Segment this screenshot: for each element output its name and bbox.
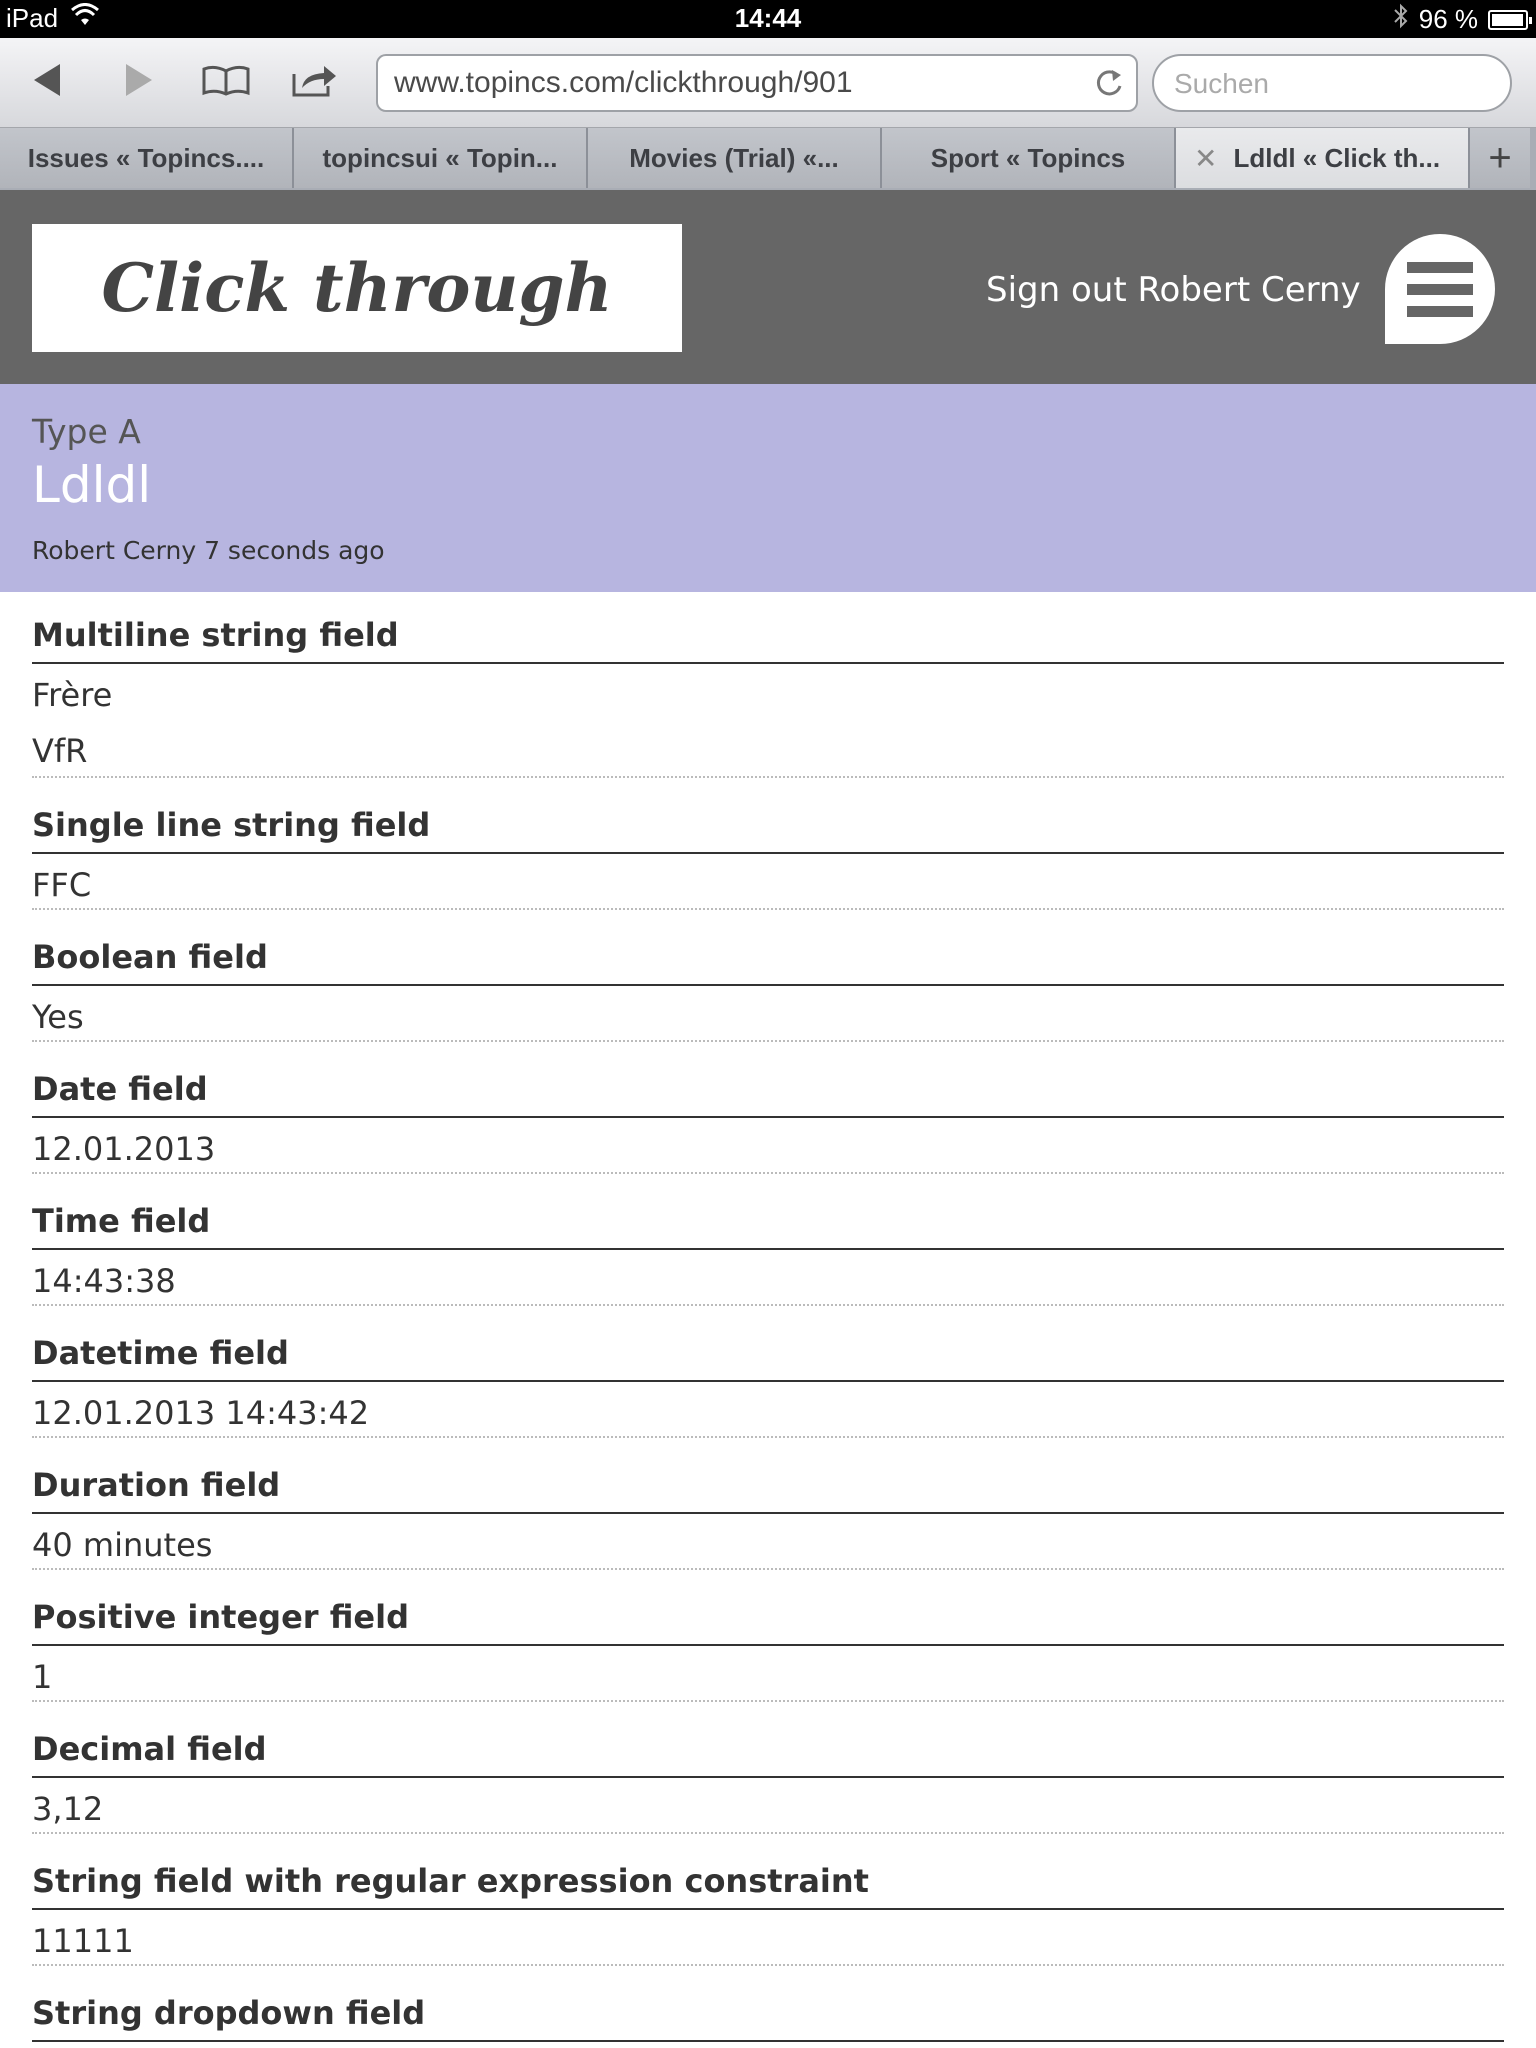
back-button[interactable]	[20, 56, 76, 104]
browser-toolbar	[0, 38, 1536, 128]
field-time	[32, 1200, 1504, 1306]
status-bar	[0, 0, 1536, 38]
forward-arrow-icon	[120, 62, 156, 98]
tab-sport[interactable]	[882, 128, 1176, 188]
tab-label: Issues « Topincs....	[27, 142, 265, 173]
field-value-line: Frère	[32, 676, 113, 714]
field-multiline	[32, 614, 1504, 778]
field-datetime	[32, 1332, 1504, 1438]
field-label: Duration field	[32, 1464, 1504, 1514]
field-label: Time field	[32, 1200, 1504, 1250]
tab-topincsui[interactable]	[294, 128, 588, 188]
field-label: Positive integer field	[32, 1596, 1504, 1646]
hamburger-icon-bar	[1407, 262, 1473, 273]
field-positive-integer	[32, 1596, 1504, 1702]
field-value: 12.01.2013	[32, 1118, 1504, 1174]
logo[interactable]	[32, 224, 682, 352]
logo-text: Click through	[101, 249, 613, 327]
field-single-line	[32, 804, 1504, 910]
field-label: Single line string field	[32, 804, 1504, 854]
field-label: Decimal field	[32, 1728, 1504, 1778]
battery-percent: 96 %	[1418, 4, 1478, 34]
status-time: 14:44	[734, 3, 802, 33]
tab-label: Sport « Topincs	[930, 142, 1126, 173]
share-button[interactable]	[286, 56, 342, 104]
field-value-line: VfR	[32, 732, 88, 770]
tab-bar	[0, 128, 1536, 190]
field-label: String dropdown field	[32, 1992, 1504, 2042]
reload-icon[interactable]	[1092, 66, 1126, 108]
tab-issues[interactable]	[0, 128, 294, 188]
battery-fill	[1492, 14, 1523, 26]
field-value: 12.01.2013 14:43:42	[32, 1382, 1504, 1438]
hamburger-icon-bar	[1407, 284, 1473, 295]
address-bar[interactable]	[376, 54, 1138, 112]
field-value: FFC	[32, 854, 1504, 910]
new-tab-button[interactable]: +	[1470, 128, 1530, 188]
tab-movies[interactable]	[588, 128, 882, 188]
back-arrow-icon	[30, 62, 66, 98]
field-label: Boolean field	[32, 936, 1504, 986]
bluetooth-icon	[1393, 3, 1409, 36]
topic-meta: Robert Cerny 7 seconds ago	[32, 536, 385, 565]
search-placeholder: Suchen	[1174, 68, 1269, 99]
field-label: String field with regular expression constraint	[32, 1860, 1504, 1910]
tab-label: Ldldl « Click th...	[1233, 142, 1441, 173]
field-value: 11111	[32, 1910, 1504, 1966]
battery-icon	[1488, 10, 1528, 30]
topic-type[interactable]: Type A	[32, 412, 141, 451]
sign-out-link[interactable]: Sign out Robert Cerny	[986, 270, 1361, 310]
topic-title-band	[0, 384, 1536, 592]
bookmarks-button[interactable]	[198, 56, 254, 104]
field-label: Multiline string field	[32, 614, 1504, 664]
forward-button[interactable]	[110, 56, 166, 104]
field-value: 3,12	[32, 1778, 1504, 1834]
device-name: iPad	[6, 3, 59, 33]
field-value	[32, 664, 1504, 778]
book-icon	[201, 63, 251, 97]
close-tab-icon[interactable]: ✕	[1194, 142, 1218, 174]
field-date	[32, 1068, 1504, 1174]
field-list	[32, 614, 1504, 2042]
field-value: 1	[32, 1646, 1504, 1702]
field-decimal	[32, 1728, 1504, 1834]
hamburger-icon-bar	[1407, 306, 1473, 317]
field-regex-string	[32, 1860, 1504, 1966]
field-value: 40 minutes	[32, 1514, 1504, 1570]
menu-button[interactable]	[1385, 234, 1495, 344]
share-icon	[290, 62, 338, 98]
field-label: Date field	[32, 1068, 1504, 1118]
field-boolean	[32, 936, 1504, 1042]
field-label: Datetime field	[32, 1332, 1504, 1382]
url-text: www.topincs.com/clickthrough/901	[394, 66, 853, 99]
tab-ldldl-active[interactable]	[1176, 128, 1470, 188]
topic-name: Ldldl	[32, 456, 152, 514]
field-value: Yes	[32, 986, 1504, 1042]
site-header	[0, 190, 1536, 384]
field-string-dropdown	[32, 1992, 1504, 2042]
tab-label: topincsui « Topin...	[322, 142, 558, 173]
search-input[interactable]	[1152, 54, 1512, 112]
field-duration	[32, 1464, 1504, 1570]
tab-label: Movies (Trial) «...	[629, 142, 839, 173]
field-value: 14:43:38	[32, 1250, 1504, 1306]
